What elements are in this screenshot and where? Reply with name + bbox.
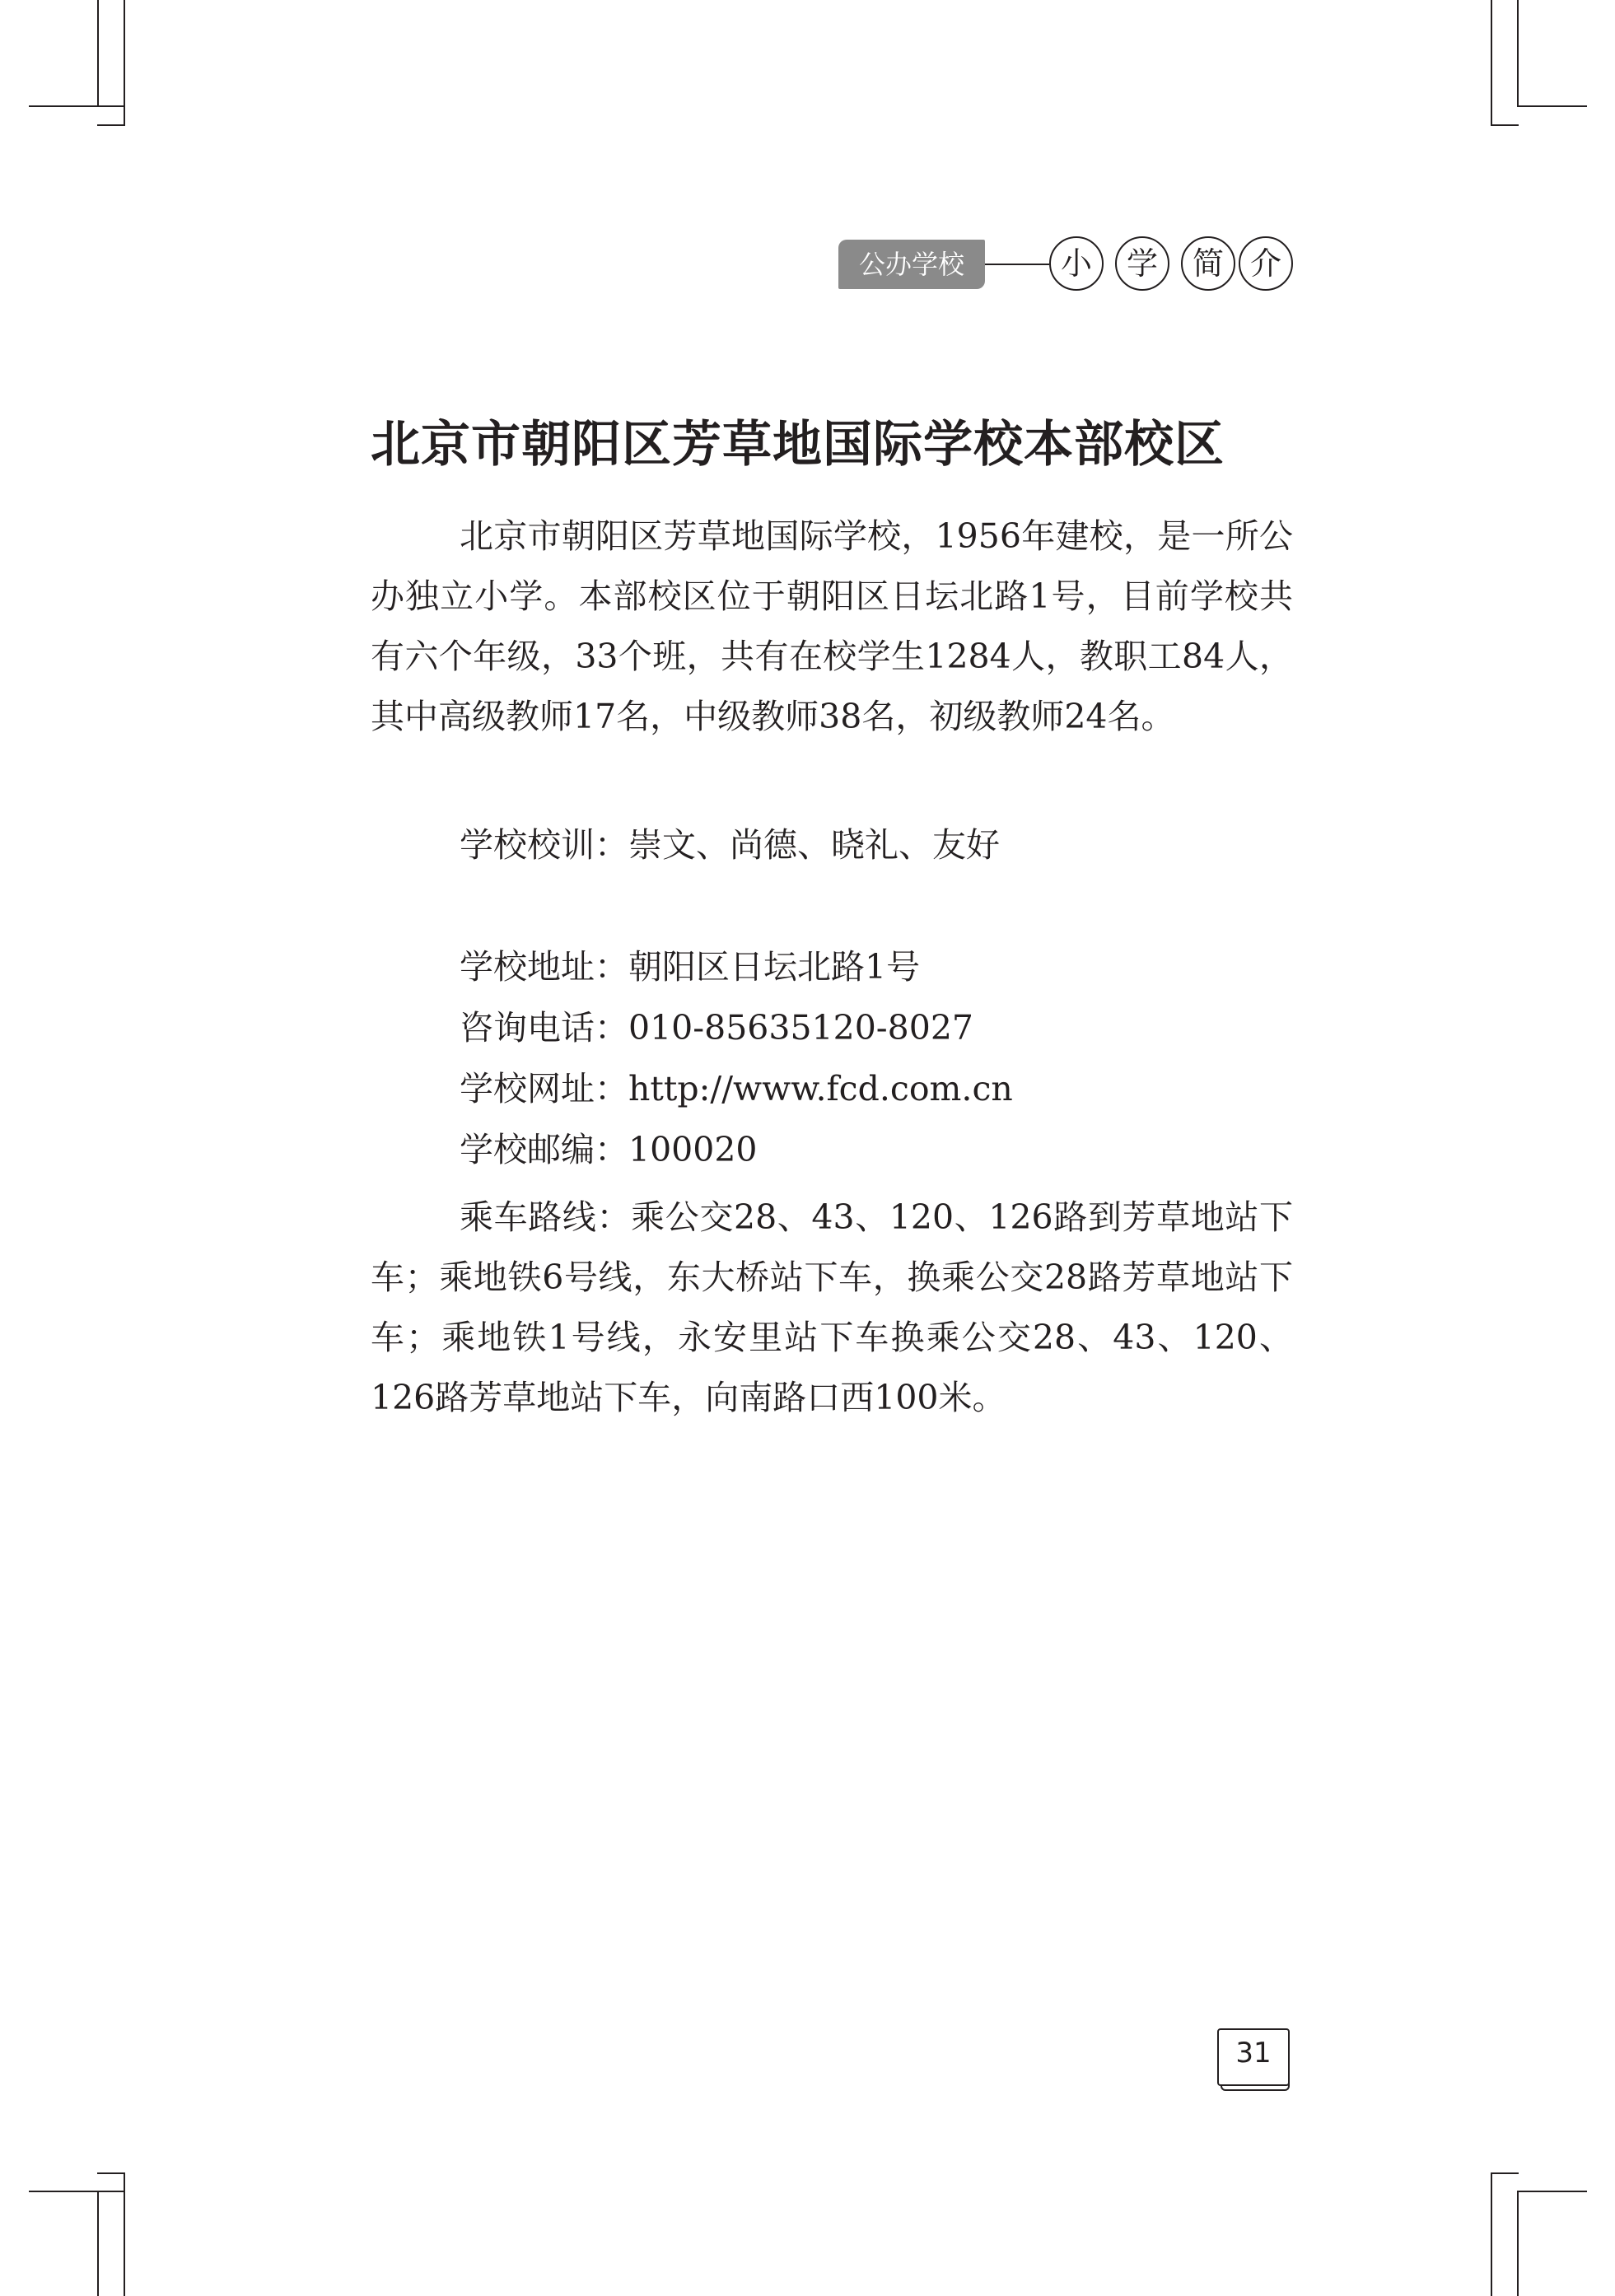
page-number-badge [1217, 2028, 1290, 2089]
running-header [838, 236, 1291, 292]
consult-phone: 咨询电话：010-85635120-8027 [460, 1008, 973, 1048]
crop-mark [1491, 2172, 1519, 2174]
crop-mark [1491, 0, 1492, 126]
header-connector-line [985, 264, 1049, 265]
crop-mark [97, 0, 99, 105]
school-postcode: 学校邮编：100020 [460, 1130, 758, 1169]
crop-mark [97, 2191, 99, 2296]
crop-mark [1491, 124, 1519, 126]
section-char: 小 [1049, 236, 1104, 291]
school-motto: 学校校训：崇文、尚德、晓礼、友好 [460, 825, 1000, 865]
crop-mark [1491, 2172, 1492, 2296]
crop-mark [97, 124, 125, 126]
crop-mark [1517, 105, 1587, 107]
section-char: 介 [1239, 236, 1293, 291]
category-tag: 公办学校 [838, 240, 985, 289]
crop-mark [124, 0, 125, 126]
crop-mark [1517, 2191, 1587, 2192]
crop-mark [97, 2172, 125, 2174]
page-title: 北京市朝阳区芳草地国际学校本部校区 [371, 416, 1225, 474]
page-number: 31 [1235, 2037, 1272, 2070]
section-char: 学 [1115, 236, 1169, 291]
crop-mark [29, 105, 124, 107]
crop-mark [1517, 2191, 1519, 2296]
crop-mark [29, 2191, 124, 2192]
transport-paragraph: 乘车路线：乘公交28、43、120、126路到芳草地站下车；乘地铁6号线，东大桥站下车，换乘公交28路芳草地站下车；乘地铁1号线，永安里站下车换乘公交28、43、120、126路芳草地站下车，向南路口西100米。 [371, 1197, 1293, 1417]
school-address: 学校地址：朝阳区日坛北路1号 [460, 947, 921, 987]
section-char: 简 [1181, 236, 1235, 291]
intro-paragraph: 北京市朝阳区芳草地国际学校，1956年建校，是一所公办独立小学。本部校区位于朝阳区日坛北路1号，目前学校共有六个年级，33个班，共有在校学生1284人，教职工84人，其中高级教师17名，中级教师38名，初级教师24名。 [371, 516, 1293, 736]
crop-mark [1517, 0, 1519, 105]
school-website: 学校网址：http://www.fcd.com.cn [460, 1069, 1013, 1108]
